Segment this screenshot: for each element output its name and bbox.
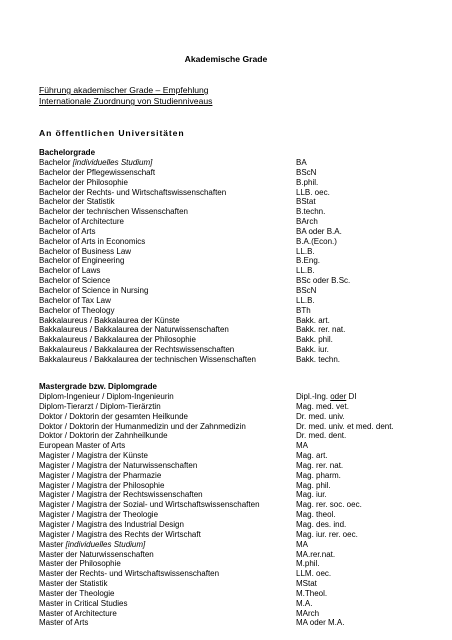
master-list [39,392,449,628]
degree-abbreviation: Mag. rer. soc. oec. [296,500,362,510]
degree-name: Magister / Magistra der Künste [39,451,148,461]
degree-abbreviation: M.phil. [296,559,320,569]
degree-name: Diplom-Tierarzt / Diplom-Tierärztin [39,401,161,411]
degree-name: Bakkalaureus / Bakkalaurea der Naturwissenschaften [39,325,229,335]
degree-row [39,618,449,628]
degree-row [39,550,449,560]
degree-name: Master der Philosophie [39,559,121,569]
degree-row [39,355,449,365]
degree-name: Bachelor [individuelles Studium] [39,158,153,167]
degree-abbreviation: LL.B. [296,246,315,256]
degree-abbreviation: Bakk. techn. [296,354,341,364]
degree-abbreviation: BSc oder B.Sc. [296,276,351,286]
degree-abbreviation: BStat [296,197,316,207]
degree-name: Bachelor of Theology [39,305,115,315]
degree-name: Bachelor der Pflegewissenschaft [39,167,156,177]
degree-abbreviation: Bakk. rer. nat. [296,325,346,335]
degree-row [39,530,449,540]
degree-abbreviation: LLB. oec. [296,187,330,197]
degree-row [39,178,449,188]
degree-name: Bachelor of Architecture [39,217,124,227]
degree-row [39,559,449,569]
degree-abbreviation: B.Eng. [296,256,321,266]
degree-abbreviation: Mag. iur. [296,490,327,500]
degree-row [39,237,449,247]
degree-abbreviation: Bakk. iur. [296,345,329,355]
degree-name: Magister / Magistra der Pharmazie [39,470,162,480]
degree-name: Master [individuelles Studium] [39,539,146,549]
degree-row [39,412,449,422]
degree-row [39,227,449,237]
degree-abbreviation: Mag. des. ind. [296,519,347,529]
degree-name: Bachelor der Statistik [39,197,115,207]
degree-abbreviation: MStat [296,579,317,589]
degree-abbreviation: MA oder M.A. [296,618,345,628]
degree-abbreviation: Mag. art. [296,451,328,461]
bachelor-heading: Bachelorgrade [39,148,96,157]
degree-name: European Master of Arts [39,441,126,451]
degree-name: Bachelor of Business Law [39,246,132,256]
degree-row [39,471,449,481]
degree-abbreviation: LL.B. [296,295,315,305]
degree-abbreviation: Dr. med. dent. [296,431,347,441]
degree-name: Bakkalaureus / Bakkalaurea der Künste [39,315,180,325]
degree-abbreviation: LLM. oec. [296,569,332,579]
degree-row [39,579,449,589]
degree-row [39,286,449,296]
degree-abbreviation: Mag. phil. [296,480,331,490]
degree-name: Bachelor of Science in Nursing [39,285,149,295]
degree-name: Magister / Magistra der Rechtswissenschaften [39,490,203,500]
degree-abbreviation: LL.B. [296,266,315,276]
degree-name: Bakkalaureus / Bakkalaurea der Rechtswissenschaften [39,345,235,355]
degree-row [39,217,449,227]
degree-row [39,197,449,207]
degree-row [39,451,449,461]
degree-row [39,431,449,441]
degree-name: Bachelor der Philosophie [39,177,128,187]
degree-row [39,520,449,530]
degree-row [39,188,449,198]
degree-row [39,569,449,579]
degree-row [39,540,449,550]
degree-name: Bachelor of Arts [39,226,96,236]
degree-row [39,481,449,491]
degree-row [39,392,449,402]
degree-row [39,422,449,432]
degree-name: Magister / Magistra der Naturwissenschaften [39,460,198,470]
degree-abbreviation: Dipl.-Ing. oder DI [296,392,357,401]
degree-row [39,345,449,355]
recommendation-link[interactable]: Führung akademischer Grade – Empfehlung [39,85,209,95]
degree-abbreviation: MA [296,539,308,549]
degree-name: Bachelor of Arts in Economics [39,236,146,246]
degree-row [39,402,449,412]
degree-abbreviation: BArch [296,217,318,227]
degree-abbreviation: BA [296,158,307,167]
degree-row [39,325,449,335]
degree-row [39,589,449,599]
degree-abbreviation: Bakk. art. [296,315,330,325]
degree-row [39,306,449,316]
degree-name: Magister / Magistra der Sozial- und Wirtschaftswissenschaften [39,500,260,510]
degree-abbreviation: Mag. pharm. [296,470,341,480]
degree-name: Magister / Magistra der Philosophie [39,480,165,490]
degree-name: Diplom-Ingenieur / Diplom-Ingenieurin [39,392,174,401]
degree-abbreviation: BA oder B.A. [296,226,342,236]
degree-abbreviation: M.A. [296,598,313,608]
degree-abbreviation: Mag. med. vet. [296,401,349,411]
degree-row [39,266,449,276]
degree-name: Bachelor of Engineering [39,256,125,266]
degree-name: Bachelor der Rechts- und Wirtschaftswissenschaften [39,187,227,197]
degree-row [39,461,449,471]
degree-name: Master of Arts [39,618,89,628]
degree-name: Master of Architecture [39,608,117,618]
degree-row [39,599,449,609]
degree-abbreviation: Mag. rer. nat. [296,460,344,470]
degree-name-note: [individuelles Studium] [72,158,153,167]
degree-name: Master in Critical Studies [39,598,128,608]
degree-abbreviation: Mag. iur. rer. oec. [296,529,358,539]
degree-row [39,256,449,266]
degree-row [39,316,449,326]
degree-name: Doktor / Doktorin der Humanmedizin und der Zahnmedizin [39,421,246,431]
degree-row [39,490,449,500]
degree-name: Magister / Magistra der Theologie [39,510,159,520]
bachelor-list [39,158,449,365]
degree-row [39,247,449,257]
degree-row [39,276,449,286]
degree-row [39,441,449,451]
page-title: Akademische Grade [184,54,268,64]
degree-abbreviation: B.techn. [296,207,326,217]
degree-abbreviation: B.A.(Econ.) [296,236,337,246]
degree-name: Master der Rechts- und Wirtschaftswissenschaften [39,569,220,579]
degree-abbreviation: Mag. theol. [296,510,336,520]
study-levels-link[interactable]: Internationale Zuordnung von Studienniveaus [39,96,213,106]
degree-name: Master der Naturwissenschaften [39,549,154,559]
degree-name: Magister / Magistra des Industrial Design [39,519,184,529]
degree-row [39,500,449,510]
degree-abbreviation: BScN [296,167,317,177]
degree-abbreviation: MA [296,441,308,451]
degree-abbreviation: Dr. med. univ. [296,411,345,421]
degree-name: Bakkalaureus / Bakkalaurea der technischen Wissenschaften [39,354,257,364]
degree-name: Bachelor of Science [39,276,111,286]
section-heading: An öffentlichen Universitäten [39,128,185,138]
degree-name: Bakkalaureus / Bakkalaurea der Philosophie [39,335,196,345]
degree-name: Doktor / Doktorin der gesamten Heilkunde [39,411,188,421]
degree-abbreviation: BTh [296,305,311,315]
degree-abbreviation: MArch [296,608,320,618]
degree-abbreviation: M.Theol. [296,588,328,598]
degree-abbreviation: B.phil. [296,177,319,187]
degree-name: Master der Theologie [39,588,115,598]
degree-name-note: [individuelles Studium] [65,539,146,549]
degree-row [39,335,449,345]
degree-name: Magister / Magistra des Rechts der Wirtschaft [39,529,201,539]
master-heading: Mastergrade bzw. Diplomgrade [39,382,157,391]
degree-row [39,207,449,217]
degree-row [39,158,449,168]
degree-row [39,510,449,520]
degree-row [39,296,449,306]
degree-row [39,609,449,619]
degree-name: Bachelor of Laws [39,266,101,276]
degree-name: Bachelor der technischen Wissenschaften [39,207,188,217]
degree-name: Doktor / Doktorin der Zahnheilkunde [39,431,168,441]
degree-abbreviation: Dr. med. univ. et med. dent. [296,421,394,431]
degree-name: Bachelor of Tax Law [39,295,111,305]
degree-row [39,168,449,178]
degree-abbreviation: BScN [296,285,317,295]
degree-abbreviation: Bakk. phil. [296,335,333,345]
degree-abbreviation: MA.rer.nat. [296,549,336,559]
degree-name: Master der Statistik [39,579,108,589]
